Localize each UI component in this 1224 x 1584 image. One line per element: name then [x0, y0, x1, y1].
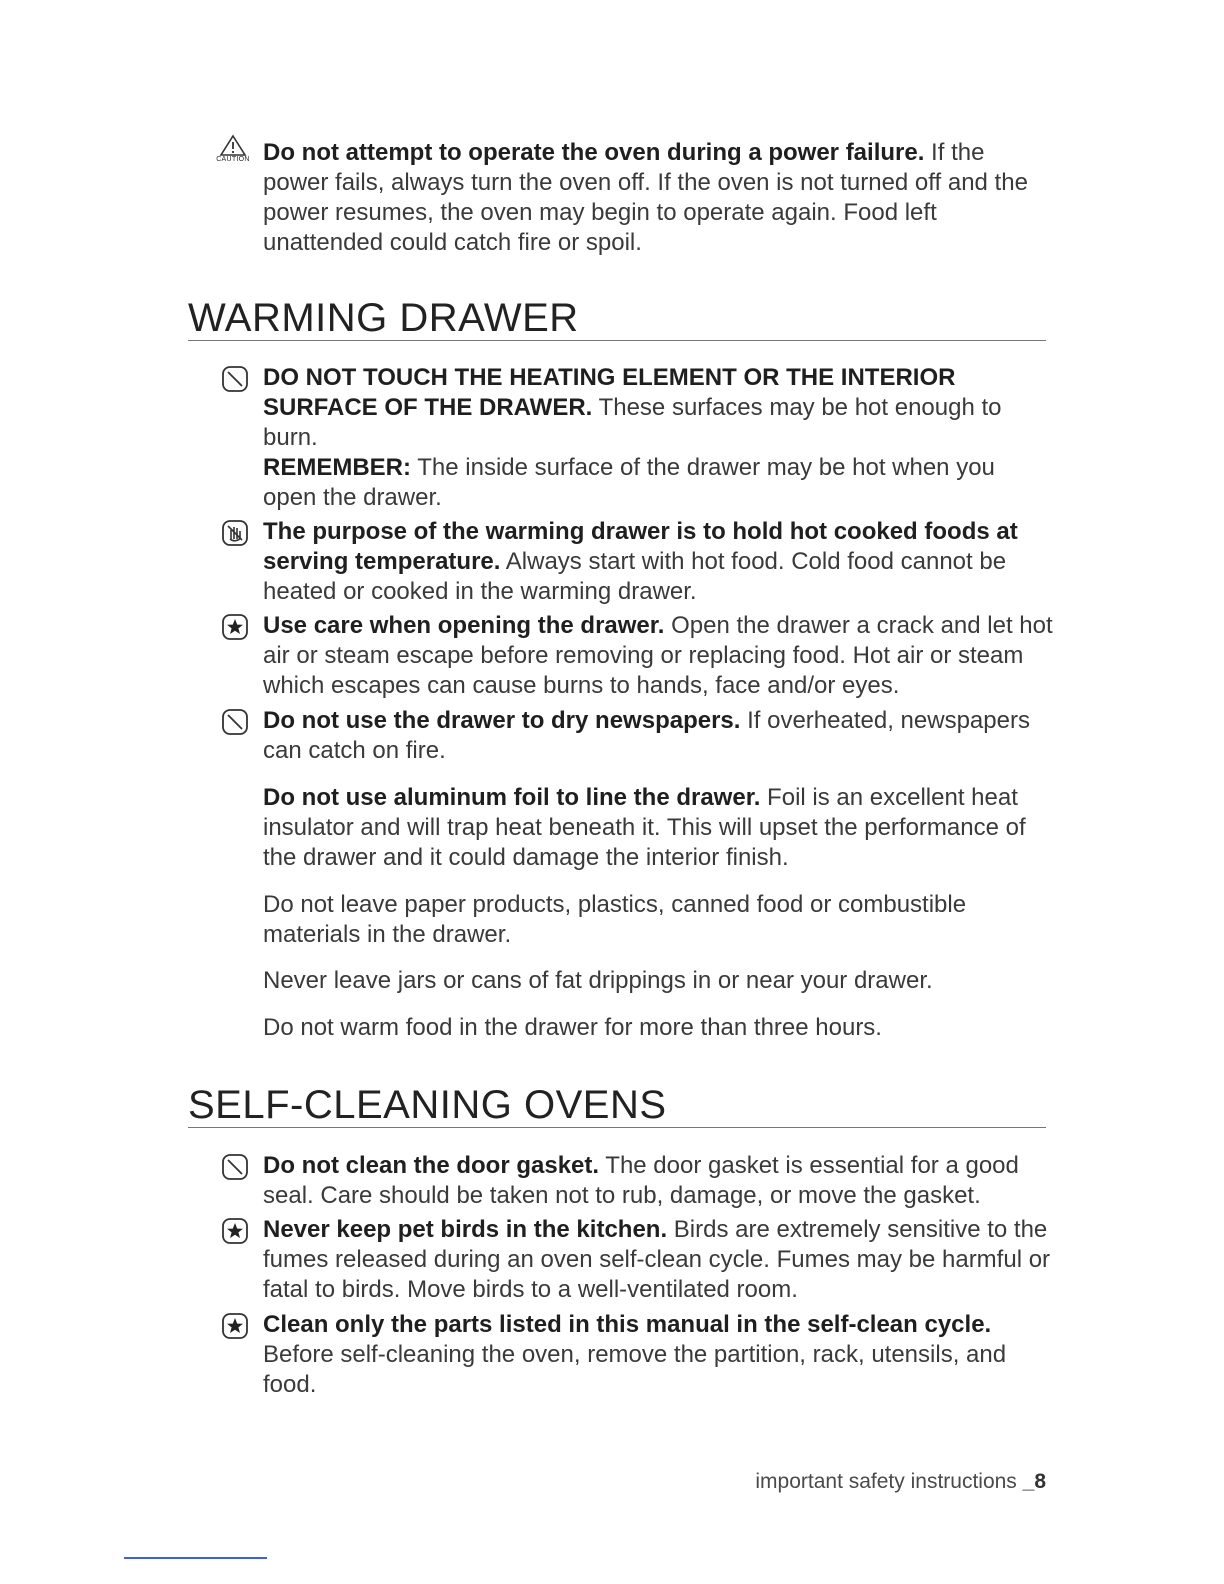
warming-item1-text: These surfaces may be hot enough to burn. — [263, 394, 1002, 451]
selfclean-item2-bold: Never keep pet birds in the kitchen. — [263, 1216, 668, 1243]
warming-item4-text: If overheated, newspapers can catch on fire. — [263, 707, 1030, 764]
warming-item5-text: Foil is an excellent heat insulator and will trap heat beneath it. This will upset the performance of the drawer and it could damage the interior finish. — [263, 784, 1026, 871]
selfclean-item-birds — [263, 1215, 1053, 1305]
bottom-divider — [124, 1557, 267, 1559]
warming-item4-bold: Do not use the drawer to dry newspapers. — [263, 707, 741, 734]
selfclean-item3-text: Before self-cleaning the oven, remove the partition, rack, utensils, and food. — [263, 1341, 1007, 1398]
caution-paragraph — [263, 138, 1053, 258]
selfclean-item-parts — [263, 1310, 1053, 1400]
warming-item-foil — [263, 783, 1053, 873]
caution-icon-label: CAUTION — [216, 156, 250, 163]
do-not-touch-hand-icon — [221, 519, 249, 547]
remember-bold: REMEMBER: — [263, 454, 411, 481]
warming-item-opening — [263, 611, 1053, 701]
important-star-icon — [221, 1312, 249, 1340]
footer-text: important safety instructions — [755, 1470, 1023, 1493]
warming-item5-bold: Do not use aluminum foil to line the drawer. — [263, 784, 761, 811]
prohibited-icon — [221, 708, 249, 736]
page-number: _8 — [1022, 1470, 1046, 1493]
warming-drawer-heading: WARMING DRAWER — [188, 296, 1046, 341]
warming-item1-bold: DO NOT TOUCH THE HEATING ELEMENT OR THE INTERIOR SURFACE OF THE DRAWER. — [263, 364, 956, 421]
self-cleaning-heading: SELF-CLEANING OVENS — [188, 1083, 1046, 1128]
caution-icon — [211, 134, 255, 168]
warming-paragraph-hours: Do not warm food in the drawer for more than three hours. — [263, 1014, 882, 1041]
selfclean-item-gasket — [263, 1151, 1053, 1211]
prohibited-icon — [221, 365, 249, 393]
caution-item — [216, 138, 1053, 258]
remember-text: The inside surface of the drawer may be hot when you open the drawer. — [263, 454, 995, 511]
selfclean-item1-bold: Do not clean the door gasket. — [263, 1152, 600, 1179]
warming-item-purpose — [263, 517, 1053, 607]
selfclean-item2-text: Birds are extremely sensitive to the fumes released during an oven self-clean cycle. Fumes may be harmful or fatal to birds. Move birds to a well-ventilated room. — [263, 1216, 1051, 1303]
selfclean-item1-text: The door gasket is essential for a good seal. Care should be taken not to rub, damage, or move the gasket. — [263, 1152, 1019, 1209]
warming-item2-text: Always start with hot food. Cold food cannot be heated or cooked in the warming drawer. — [263, 548, 1007, 605]
selfclean-item3-bold: Clean only the parts listed in this manual in the self-clean cycle. — [263, 1311, 992, 1338]
prohibited-icon — [221, 1153, 249, 1181]
warming-item-newspapers — [263, 706, 1053, 766]
warming-item2-bold: The purpose of the warming drawer is to hold hot cooked foods at serving temperature. — [263, 518, 1018, 575]
warming-item3-text: Open the drawer a crack and let hot air or steam escape before removing or replacing food. Hot air or steam which escapes can cause burns to hands, face and/or eyes. — [263, 612, 1053, 699]
warming-paragraph-jars: Never leave jars or cans of fat drippings in or near your drawer. — [263, 967, 933, 994]
important-star-icon — [221, 1217, 249, 1245]
page-footer — [755, 1470, 1046, 1494]
important-star-icon — [221, 613, 249, 641]
caution-bold: Do not attempt to operate the oven during a power failure. — [263, 139, 925, 166]
caution-text: If the power fails, always turn the oven off. If the oven is not turned off and the power resumes, the oven may begin to operate again. Food left unattended could catch fire or spoil. — [263, 139, 1028, 256]
warming-item-no-touch — [263, 363, 1053, 513]
warming-item3-bold: Use care when opening the drawer. — [263, 612, 665, 639]
warming-paragraph-paper: Do not leave paper products, plastics, canned food or combustible materials in the drawer. — [263, 891, 967, 948]
